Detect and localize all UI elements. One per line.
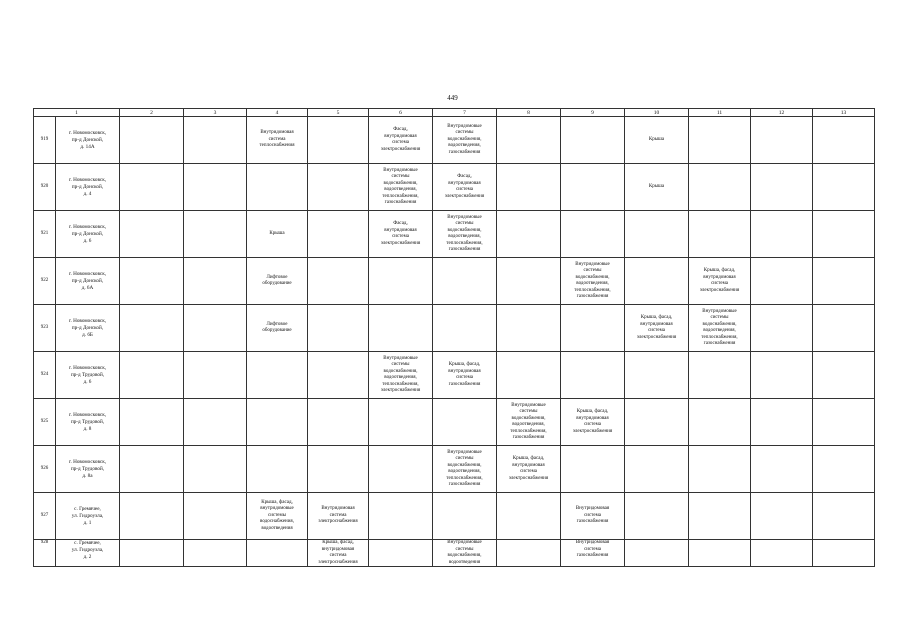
page-number: 449 (447, 94, 458, 102)
table-cell: Внутридомовая система газоснабжения (561, 493, 625, 540)
table-cell (625, 211, 689, 258)
table-cell (120, 540, 184, 567)
table-cell (625, 540, 689, 567)
address-cell: с. Гремячее, ул. Гидроузла, д. 2 (56, 540, 120, 567)
table-row (34, 352, 875, 399)
table-cell (433, 258, 497, 305)
table-cell (497, 211, 561, 258)
table-cell (751, 117, 813, 164)
row-number-cell: 923 (34, 305, 56, 352)
table-cell (308, 446, 369, 493)
row-number-cell: 928 (34, 540, 56, 567)
table-cell (813, 399, 875, 446)
table-cell: Крыша, фасад, внутридомовая система электроснабжения (308, 540, 369, 567)
table-cell (369, 305, 433, 352)
address-cell: г. Новомосковск, пр-д Донской, д. 6А (56, 258, 120, 305)
column-number-cell: 12 (751, 109, 813, 117)
table-cell (184, 352, 247, 399)
table-cell (497, 540, 561, 567)
address-cell: г. Новомосковск, пр-д Трудовой, д. 6 (56, 352, 120, 399)
table-cell (497, 305, 561, 352)
table-cell (120, 258, 184, 305)
table-cell (561, 211, 625, 258)
table-cell: Крыша, фасад, внутридомовая система электроснабжения (625, 305, 689, 352)
table-cell: Фасад, внутридомовая система электроснабжения (369, 211, 433, 258)
column-number-row (34, 109, 875, 117)
table-cell (751, 305, 813, 352)
table-cell (369, 399, 433, 446)
table-cell (308, 117, 369, 164)
column-number-cell: 4 (247, 109, 308, 117)
table-cell (184, 446, 247, 493)
row-number-cell: 924 (34, 352, 56, 399)
column-number-cell: 9 (561, 109, 625, 117)
table-cell: Крыша (625, 117, 689, 164)
table-cell (433, 493, 497, 540)
table-cell (689, 540, 751, 567)
table-cell: Внутридомовая система газоснабжения (561, 540, 625, 567)
row-number-cell: 919 (34, 117, 56, 164)
table-cell: Крыша, фасад, внутридомовая система электроснабжения (689, 258, 751, 305)
table-cell: Фасад, внутридомовая система электроснабжения (433, 164, 497, 211)
table-cell: Внутридомовые системы водоснабжения, водоотведения, теплоснабжения, газоснабжения (689, 305, 751, 352)
table-cell: Внутридомовые системы водоснабжения, водоотведения, теплоснабжения, электроснабжения (369, 352, 433, 399)
table-cell (813, 258, 875, 305)
row-number-cell: 922 (34, 258, 56, 305)
table-cell (184, 493, 247, 540)
table-cell (751, 258, 813, 305)
table-cell (497, 258, 561, 305)
column-number-cell: 3 (184, 109, 247, 117)
table-cell: Крыша (625, 164, 689, 211)
table-cell: Крыша, фасад, внутридомовые системы водоснабжения, водоотведения (247, 493, 308, 540)
table-cell (369, 258, 433, 305)
table-row (34, 540, 875, 567)
table-cell: Крыша, фасад, внутридомовая система газоснабжения (433, 352, 497, 399)
row-number-cell: 925 (34, 399, 56, 446)
table-row (34, 446, 875, 493)
table-cell (751, 352, 813, 399)
address-cell: г. Новомосковск, пр-д Донской, д. 6Б (56, 305, 120, 352)
table-cell (308, 399, 369, 446)
table-cell: Внутридомовые системы водоснабжения, водоотведения, теплоснабжения, газоснабжения (433, 446, 497, 493)
column-number-cell: 5 (308, 109, 369, 117)
table-cell (184, 258, 247, 305)
table-cell (433, 399, 497, 446)
table-cell (625, 446, 689, 493)
column-number-cell: 7 (433, 109, 497, 117)
table-cell (308, 211, 369, 258)
table-cell (751, 446, 813, 493)
table-cell (689, 446, 751, 493)
table-cell (813, 493, 875, 540)
table-cell: Внутридомовые системы водоснабжения, водоотведения, теплоснабжения, газоснабжения (561, 258, 625, 305)
address-cell: г. Новомосковск, пр-д Трудовой, д. 8 (56, 399, 120, 446)
row-number-cell: 921 (34, 211, 56, 258)
table-cell (689, 493, 751, 540)
table-cell (813, 117, 875, 164)
table-cell: Внутридомовые системы водоснабжения, водоотведения (433, 540, 497, 567)
table-cell: Внутридомовые системы водоснабжения, водоотведения, теплоснабжения, газоснабжения (497, 399, 561, 446)
table-cell: Внутридомовые системы водоснабжения, водоотведения, теплоснабжения, газоснабжения (433, 211, 497, 258)
table-cell (184, 305, 247, 352)
table-cell (751, 540, 813, 567)
table-cell: Крыша (247, 211, 308, 258)
table-cell (625, 493, 689, 540)
table-cell (308, 352, 369, 399)
table-cell (751, 164, 813, 211)
table-cell (497, 493, 561, 540)
table-cell (497, 352, 561, 399)
table-cell (751, 399, 813, 446)
table-row (34, 305, 875, 352)
table-cell (689, 211, 751, 258)
column-number-cell: 2 (120, 109, 184, 117)
table-cell (247, 352, 308, 399)
table-cell (561, 117, 625, 164)
table-cell: Внутридомовые системы водоснабжения, водоотведения, теплоснабжения, газоснабжения (369, 164, 433, 211)
table-cell (247, 446, 308, 493)
table-cell (184, 540, 247, 567)
table-cell: Лифтовое оборудование (247, 258, 308, 305)
table-cell (120, 211, 184, 258)
table-cell (184, 399, 247, 446)
column-number-cell: 13 (813, 109, 875, 117)
table-row (34, 211, 875, 258)
table-cell (120, 117, 184, 164)
table-cell (184, 117, 247, 164)
table-cell (497, 117, 561, 164)
address-cell: г. Новомосковск, пр-д Трудовой, д. 8а (56, 446, 120, 493)
table-cell (813, 305, 875, 352)
address-cell: г. Новомосковск, пр-д Донской, д. 4 (56, 164, 120, 211)
table-cell (308, 258, 369, 305)
table-cell (120, 352, 184, 399)
table-row (34, 164, 875, 211)
table-cell (625, 352, 689, 399)
table-cell (689, 164, 751, 211)
row-number-cell: 927 (34, 493, 56, 540)
address-cell: г. Новомосковск, пр-д Донской, д. 6 (56, 211, 120, 258)
works-schedule-table (33, 108, 875, 567)
table-cell (369, 540, 433, 567)
table-cell (308, 164, 369, 211)
table-cell (247, 540, 308, 567)
table-cell (561, 446, 625, 493)
table-cell (689, 117, 751, 164)
address-cell: с. Гремячее, ул. Гидроузла, д. 1 (56, 493, 120, 540)
table-cell (120, 446, 184, 493)
table-row (34, 117, 875, 164)
table-cell (247, 164, 308, 211)
table-cell (369, 493, 433, 540)
table-cell: Лифтовое оборудование (247, 305, 308, 352)
table-cell: Крыша, фасад, внутридомовая система электроснабжения (561, 399, 625, 446)
table-cell (813, 540, 875, 567)
table-cell (625, 258, 689, 305)
column-number-cell: 10 (625, 109, 689, 117)
table-cell (369, 446, 433, 493)
table-row (34, 258, 875, 305)
table-cell (184, 164, 247, 211)
table-cell (561, 305, 625, 352)
table-cell: Фасад, внутридомовая система электроснабжения (369, 117, 433, 164)
table-cell (120, 493, 184, 540)
table-cell (561, 164, 625, 211)
column-number-cell: 1 (34, 109, 120, 117)
table-cell (247, 399, 308, 446)
table-cell (120, 305, 184, 352)
table-cell: Внутридомовая система теплоснабжения (247, 117, 308, 164)
table-row (34, 493, 875, 540)
table-row (34, 399, 875, 446)
table-cell (689, 399, 751, 446)
table-cell: Крыша, фасад, внутридомовая система электроснабжения (497, 446, 561, 493)
table-cell (813, 211, 875, 258)
table-cell (813, 446, 875, 493)
table-cell (308, 305, 369, 352)
table-cell: Внутридомовая система электроснабжения (308, 493, 369, 540)
table-cell (561, 352, 625, 399)
table-cell (625, 399, 689, 446)
table-cell (751, 211, 813, 258)
table-cell (120, 399, 184, 446)
row-number-cell: 926 (34, 446, 56, 493)
table-cell (689, 352, 751, 399)
table-cell (497, 164, 561, 211)
column-number-cell: 11 (689, 109, 751, 117)
column-number-cell: 6 (369, 109, 433, 117)
table-cell (120, 164, 184, 211)
table-cell (433, 305, 497, 352)
address-cell: г. Новомосковск, пр-д Донской, д. 14А (56, 117, 120, 164)
row-number-cell: 920 (34, 164, 56, 211)
table-cell (813, 352, 875, 399)
table-cell (751, 493, 813, 540)
table-cell (184, 211, 247, 258)
table-cell: Внутридомовые системы водоснабжения, водоотведения, газоснабжения (433, 117, 497, 164)
column-number-cell: 8 (497, 109, 561, 117)
table-cell (813, 164, 875, 211)
